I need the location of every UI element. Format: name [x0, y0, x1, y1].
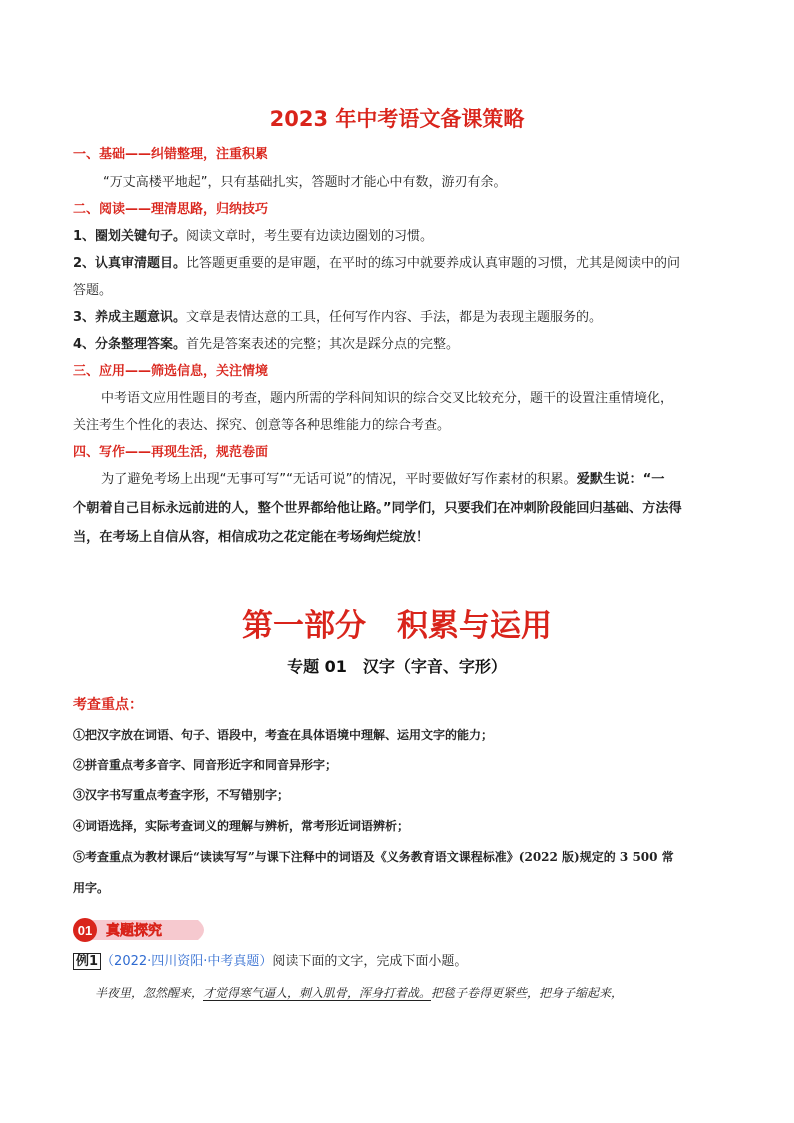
key-point-item: ③汉字书写重点考查字形，不写错别字；: [73, 788, 290, 802]
key-point-item: ②拼音重点考多音字、同音形近字和同音异形字；: [73, 758, 338, 772]
reading-tip-1-text: 阅读文章时，考生要有边读边圈划的习惯。: [186, 229, 434, 244]
key-point-item: 用字。: [73, 881, 110, 895]
section-banner: [72, 917, 212, 943]
banner-label: 真题探究: [106, 923, 162, 939]
passage-line: [95, 984, 623, 1001]
reading-tip-2-label: 2、认真审清题目。: [73, 256, 187, 271]
section-body-4-line-1: [101, 468, 665, 487]
emerson-quote-start: 爱默生说：“一: [576, 472, 665, 487]
passage-text-a: 半夜里，忽然醒来，: [95, 986, 204, 1000]
section-body-4-line-2: 个朝着自己目标永远前进的人，整个世界都给他让路。”同学们，只要我们在冲刺阶段能回归基础、方法得: [73, 501, 682, 516]
reading-tip-2-cont: 答题。: [73, 283, 113, 298]
reading-tip-3: [73, 306, 602, 325]
reading-tip-3-label: 3、养成主题意识。: [73, 310, 187, 325]
passage-underlined: 才觉得寒气逼人，刺入肌骨，浑身打着战。: [203, 986, 432, 1000]
document-title: 2023 年中考语文备课策略: [269, 107, 525, 131]
reading-tip-4-text: 首先是答案表述的完整；其次是踩分点的完整。: [186, 337, 460, 352]
section-body-4-line-3: 当，在考场上自信从容，相信成功之花定能在考场绚烂绽放！: [73, 530, 430, 545]
section-heading-4: 四、写作——再现生活，规范卷面: [73, 445, 269, 460]
example-instruction: 阅读下面的文字，完成下面小题。: [272, 954, 468, 969]
section-body-3-line-1: 中考语文应用性题目的考查，题内所需的学科间知识的综合交叉比较充分，题干的设置注重情境化，: [101, 391, 674, 406]
section-body-1: “万丈高楼平地起”，只有基础扎实，答题时才能心中有数，游刃有余。: [103, 175, 507, 190]
key-points-heading: 考查重点：: [73, 697, 143, 713]
section-heading-3: 三、应用——筛选信息，关注情境: [73, 364, 269, 379]
reading-tip-1-label: 1、圈划关键句子。: [73, 229, 187, 244]
key-point-item: ①把汉字放在词语、句子、语段中，考查在具体语境中理解、运用文字的能力；: [73, 728, 494, 742]
section-body-4-text: 为了避免考场上出现“无事可写”“无话可说”的情况，平时要做好写作素材的积累。: [101, 472, 577, 487]
section-body-3-line-2: 关注考生个性化的表达、探究、创意等各种思维能力的综合考查。: [73, 418, 451, 433]
section-heading-1: 一、基础——纠错整理，注重积累: [73, 147, 269, 162]
part-title: 第一部分 积累与运用: [242, 608, 552, 644]
passage-text-c: 把毯子卷得更紧些，把身子缩起来，: [431, 986, 624, 1000]
reading-tip-2: [73, 252, 680, 271]
example-source: （2022·四川资阳·中考真题）: [101, 954, 273, 969]
example-tag: 例1: [73, 953, 101, 970]
reading-tip-1: [73, 225, 433, 244]
reading-tip-4-label: 4、分条整理答案。: [73, 337, 187, 352]
section-heading-2: 二、阅读——理清思路，归纳技巧: [73, 202, 269, 217]
reading-tip-3-text: 文章是表情达意的工具，任何写作内容、手法，都是为表现主题服务的。: [186, 310, 603, 325]
topic-subtitle: 专题 01 汉字（字音、字形）: [287, 657, 507, 676]
example-line: [73, 950, 467, 969]
key-point-item: ⑤考查重点为教材课后“读读写写”与课下注释中的词语及《义务教育语文课程标准》(2022 版)规定的 3 500 常: [73, 850, 674, 864]
reading-tip-2-text: 比答题更重要的是审题，在平时的练习中就要养成认真审题的习惯，尤其是阅读中的问: [186, 256, 681, 271]
key-point-item: ④词语选择，实际考查词义的理解与辨析，常考形近词语辨析；: [73, 819, 410, 833]
reading-tip-4: [73, 333, 459, 352]
banner-number: 01: [77, 923, 93, 938]
